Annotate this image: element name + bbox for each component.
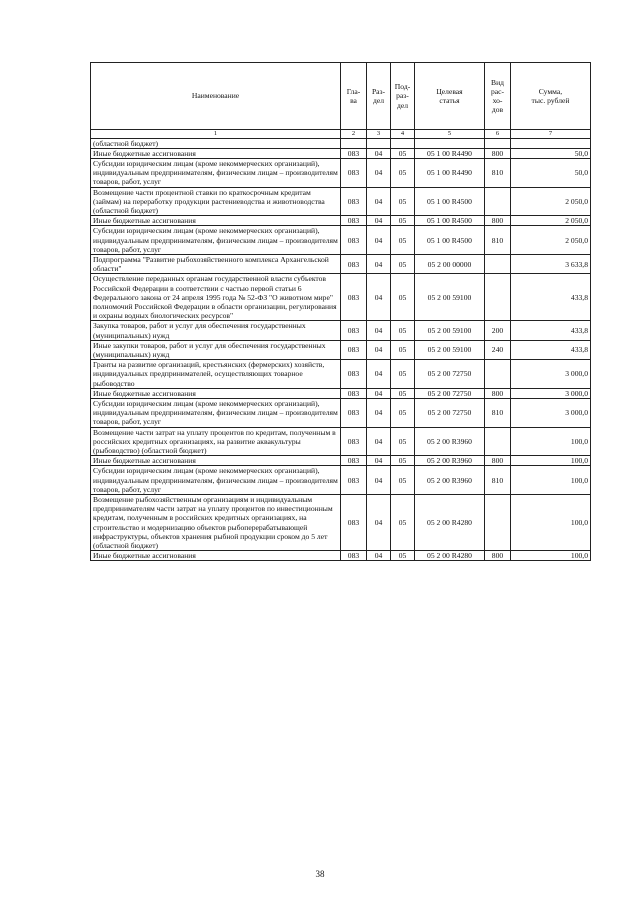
row-celevaya-cell: 05 2 00 R3960 <box>415 466 485 495</box>
row-celevaya-cell: 05 2 00 R3960 <box>415 456 485 466</box>
row-podrazdel-cell: 05 <box>391 158 415 187</box>
row-vid-cell: 810 <box>485 226 511 255</box>
row-name-cell: Осуществление переданных органам государственной власти субъектов Российской Федерации в соответствии с частью первой статьи 6 Федерального закона от 24 апреля 1995 года № 52-ФЗ "О животном мире" полномочий Российской Федерации в области организации, регулирования и охраны водных биологических ресурсов" <box>91 274 341 321</box>
row-name-cell: Иные бюджетные ассигнования <box>91 216 341 226</box>
table-row <box>91 216 591 226</box>
row-razdel-cell: 04 <box>367 254 391 273</box>
table-row <box>91 187 591 216</box>
row-celevaya-cell: 05 1 00 R4500 <box>415 216 485 226</box>
row-vid-cell <box>485 138 511 148</box>
row-podrazdel-cell: 05 <box>391 551 415 561</box>
header-vid: Вид рас- хо- дов <box>485 63 511 130</box>
row-glava-cell <box>341 138 367 148</box>
row-vid-cell: 800 <box>485 388 511 398</box>
row-razdel-cell <box>367 138 391 148</box>
row-name-cell: Подпрограмма "Развитие рыбохозяйственного комплекса Архангельской области" <box>91 254 341 273</box>
row-podrazdel-cell: 05 <box>391 216 415 226</box>
row-vid-cell <box>485 274 511 321</box>
row-glava-cell: 083 <box>341 340 367 359</box>
row-glava-cell: 083 <box>341 495 367 551</box>
header-name: Наименование <box>91 63 341 130</box>
row-vid-cell <box>485 427 511 456</box>
row-name-cell: Иные бюджетные ассигнования <box>91 148 341 158</box>
column-number: 1 <box>91 130 341 139</box>
row-summa-cell: 433,8 <box>511 321 591 340</box>
row-podrazdel-cell: 05 <box>391 340 415 359</box>
row-glava-cell: 083 <box>341 254 367 273</box>
row-podrazdel-cell: 05 <box>391 388 415 398</box>
budget-table-container <box>90 62 590 561</box>
budget-table <box>90 62 591 561</box>
row-summa-cell: 3 000,0 <box>511 388 591 398</box>
row-celevaya-cell: 05 2 00 72750 <box>415 360 485 389</box>
row-vid-cell: 800 <box>485 456 511 466</box>
table-row <box>91 138 591 148</box>
table-row <box>91 388 591 398</box>
table-row <box>91 158 591 187</box>
row-podrazdel-cell: 05 <box>391 274 415 321</box>
row-summa-cell: 100,0 <box>511 551 591 561</box>
row-razdel-cell: 04 <box>367 148 391 158</box>
column-number: 6 <box>485 130 511 139</box>
row-glava-cell: 083 <box>341 427 367 456</box>
table-row <box>91 495 591 551</box>
table-row <box>91 551 591 561</box>
table-header-row <box>91 63 591 130</box>
row-vid-cell: 800 <box>485 148 511 158</box>
table-row <box>91 427 591 456</box>
row-vid-cell: 800 <box>485 216 511 226</box>
row-vid-cell <box>485 495 511 551</box>
row-summa-cell: 2 050,0 <box>511 187 591 216</box>
row-glava-cell: 083 <box>341 158 367 187</box>
row-summa-cell: 100,0 <box>511 466 591 495</box>
row-glava-cell: 083 <box>341 398 367 427</box>
row-glava-cell: 083 <box>341 226 367 255</box>
row-celevaya-cell: 05 2 00 00000 <box>415 254 485 273</box>
row-summa-cell: 50,0 <box>511 148 591 158</box>
row-glava-cell: 083 <box>341 456 367 466</box>
column-number: 2 <box>341 130 367 139</box>
row-name-cell: Возмещение части затрат на уплату процентов по кредитам, полученным в российских кредитных организациях, на развитие аквакультуры (рыбоводство) (областной бюджет) <box>91 427 341 456</box>
row-razdel-cell: 04 <box>367 456 391 466</box>
row-vid-cell <box>485 187 511 216</box>
header-razdel: Раз- дел <box>367 63 391 130</box>
row-razdel-cell: 04 <box>367 187 391 216</box>
table-row <box>91 456 591 466</box>
row-razdel-cell: 04 <box>367 551 391 561</box>
row-summa-cell: 50,0 <box>511 158 591 187</box>
row-razdel-cell: 04 <box>367 321 391 340</box>
row-celevaya-cell: 05 2 00 72750 <box>415 388 485 398</box>
row-vid-cell <box>485 254 511 273</box>
row-glava-cell: 083 <box>341 274 367 321</box>
row-name-cell: Возмещение части процентной ставки по краткосрочным кредитам (займам) на переработку продукции растениеводства и животноводства (областной бюджет) <box>91 187 341 216</box>
row-podrazdel-cell: 05 <box>391 456 415 466</box>
row-vid-cell: 810 <box>485 398 511 427</box>
row-celevaya-cell: 05 2 00 72750 <box>415 398 485 427</box>
row-name-cell: Возмещение рыбохозяйственным организациям и индивидуальным предпринимателям части затрат на уплату процентов по инвестиционным кредитам, полученным в российских кредитных организациях, на строительство и модернизацию объектов рыбоперерабатывающей инфраструктуры, объектов хранения рыбной продукции сроком до 5 лет (областной бюджет) <box>91 495 341 551</box>
page-number: 38 <box>315 869 325 879</box>
row-glava-cell: 083 <box>341 466 367 495</box>
row-podrazdel-cell: 05 <box>391 187 415 216</box>
row-celevaya-cell: 05 1 00 R4490 <box>415 148 485 158</box>
row-celevaya-cell: 05 2 00 59100 <box>415 321 485 340</box>
row-celevaya-cell: 05 2 00 59100 <box>415 340 485 359</box>
row-celevaya-cell: 05 2 00 R4280 <box>415 551 485 561</box>
table-row <box>91 226 591 255</box>
row-razdel-cell: 04 <box>367 274 391 321</box>
row-podrazdel-cell: 05 <box>391 148 415 158</box>
row-summa-cell <box>511 138 591 148</box>
row-vid-cell <box>485 360 511 389</box>
row-summa-cell: 100,0 <box>511 427 591 456</box>
table-row <box>91 321 591 340</box>
row-name-cell: Субсидии юридическим лицам (кроме некоммерческих организаций), индивидуальным предпринимателям, физическим лицам – производителям товаров, работ, услуг <box>91 398 341 427</box>
row-glava-cell: 083 <box>341 551 367 561</box>
table-row <box>91 274 591 321</box>
row-name-cell: Субсидии юридическим лицам (кроме некоммерческих организаций), индивидуальным предпринимателям, физическим лицам – производителям товаров, работ, услуг <box>91 226 341 255</box>
row-name-cell: Субсидии юридическим лицам (кроме некоммерческих организаций), индивидуальным предпринимателям, физическим лицам – производителям товаров, работ, услуг <box>91 158 341 187</box>
table-row <box>91 148 591 158</box>
row-glava-cell: 083 <box>341 187 367 216</box>
column-number: 7 <box>511 130 591 139</box>
row-summa-cell: 433,8 <box>511 274 591 321</box>
table-body <box>91 138 591 561</box>
table-row <box>91 398 591 427</box>
row-summa-cell: 2 050,0 <box>511 216 591 226</box>
row-glava-cell: 083 <box>341 216 367 226</box>
row-glava-cell: 083 <box>341 360 367 389</box>
row-celevaya-cell: 05 2 00 R3960 <box>415 427 485 456</box>
row-razdel-cell: 04 <box>367 495 391 551</box>
row-celevaya-cell <box>415 138 485 148</box>
row-celevaya-cell: 05 1 00 R4490 <box>415 158 485 187</box>
table-row <box>91 340 591 359</box>
row-celevaya-cell: 05 2 00 R4280 <box>415 495 485 551</box>
row-razdel-cell: 04 <box>367 216 391 226</box>
row-summa-cell: 100,0 <box>511 495 591 551</box>
table-row <box>91 466 591 495</box>
row-glava-cell: 083 <box>341 321 367 340</box>
row-name-cell: Иные бюджетные ассигнования <box>91 456 341 466</box>
row-summa-cell: 3 633,8 <box>511 254 591 273</box>
row-razdel-cell: 04 <box>367 398 391 427</box>
row-name-cell: Иные бюджетные ассигнования <box>91 551 341 561</box>
header-summa: Сумма, тыс. рублей <box>511 63 591 130</box>
row-name-cell: Иные закупки товаров, работ и услуг для обеспечения государственных (муниципальных) нужд <box>91 340 341 359</box>
row-podrazdel-cell <box>391 138 415 148</box>
header-celevaya: Целевая статья <box>415 63 485 130</box>
row-razdel-cell: 04 <box>367 158 391 187</box>
row-glava-cell: 083 <box>341 388 367 398</box>
row-podrazdel-cell: 05 <box>391 398 415 427</box>
header-podrazdel: Под- раз- дел <box>391 63 415 130</box>
row-summa-cell: 3 000,0 <box>511 398 591 427</box>
row-podrazdel-cell: 05 <box>391 360 415 389</box>
row-summa-cell: 3 000,0 <box>511 360 591 389</box>
header-glava: Гла- ва <box>341 63 367 130</box>
row-summa-cell: 433,8 <box>511 340 591 359</box>
row-name-cell: Закупка товаров, работ и услуг для обеспечения государственных (муниципальных) нужд <box>91 321 341 340</box>
row-name-cell: (областной бюджет) <box>91 138 341 148</box>
row-vid-cell: 240 <box>485 340 511 359</box>
column-number: 5 <box>415 130 485 139</box>
row-vid-cell: 800 <box>485 551 511 561</box>
row-podrazdel-cell: 05 <box>391 254 415 273</box>
row-vid-cell: 200 <box>485 321 511 340</box>
row-podrazdel-cell: 05 <box>391 321 415 340</box>
row-razdel-cell: 04 <box>367 226 391 255</box>
row-podrazdel-cell: 05 <box>391 427 415 456</box>
column-number: 4 <box>391 130 415 139</box>
row-glava-cell: 083 <box>341 148 367 158</box>
row-podrazdel-cell: 05 <box>391 495 415 551</box>
row-razdel-cell: 04 <box>367 388 391 398</box>
row-summa-cell: 2 050,0 <box>511 226 591 255</box>
row-podrazdel-cell: 05 <box>391 466 415 495</box>
row-name-cell: Субсидии юридическим лицам (кроме некоммерческих организаций), индивидуальным предпринимателям, физическим лицам – производителям товаров, работ, услуг <box>91 466 341 495</box>
column-number: 3 <box>367 130 391 139</box>
row-razdel-cell: 04 <box>367 427 391 456</box>
row-name-cell: Гранты на развитие организаций, крестьянских (фермерских) хозяйств, индивидуальных предпринимателей, осуществляющих товарное рыбоводство <box>91 360 341 389</box>
column-number-row <box>91 130 591 139</box>
row-razdel-cell: 04 <box>367 360 391 389</box>
row-celevaya-cell: 05 1 00 R4500 <box>415 187 485 216</box>
row-celevaya-cell: 05 1 00 R4500 <box>415 226 485 255</box>
table-row <box>91 360 591 389</box>
row-razdel-cell: 04 <box>367 340 391 359</box>
row-vid-cell: 810 <box>485 466 511 495</box>
table-row <box>91 254 591 273</box>
row-razdel-cell: 04 <box>367 466 391 495</box>
row-celevaya-cell: 05 2 00 59100 <box>415 274 485 321</box>
row-podrazdel-cell: 05 <box>391 226 415 255</box>
row-summa-cell: 100,0 <box>511 456 591 466</box>
row-vid-cell: 810 <box>485 158 511 187</box>
row-name-cell: Иные бюджетные ассигнования <box>91 388 341 398</box>
